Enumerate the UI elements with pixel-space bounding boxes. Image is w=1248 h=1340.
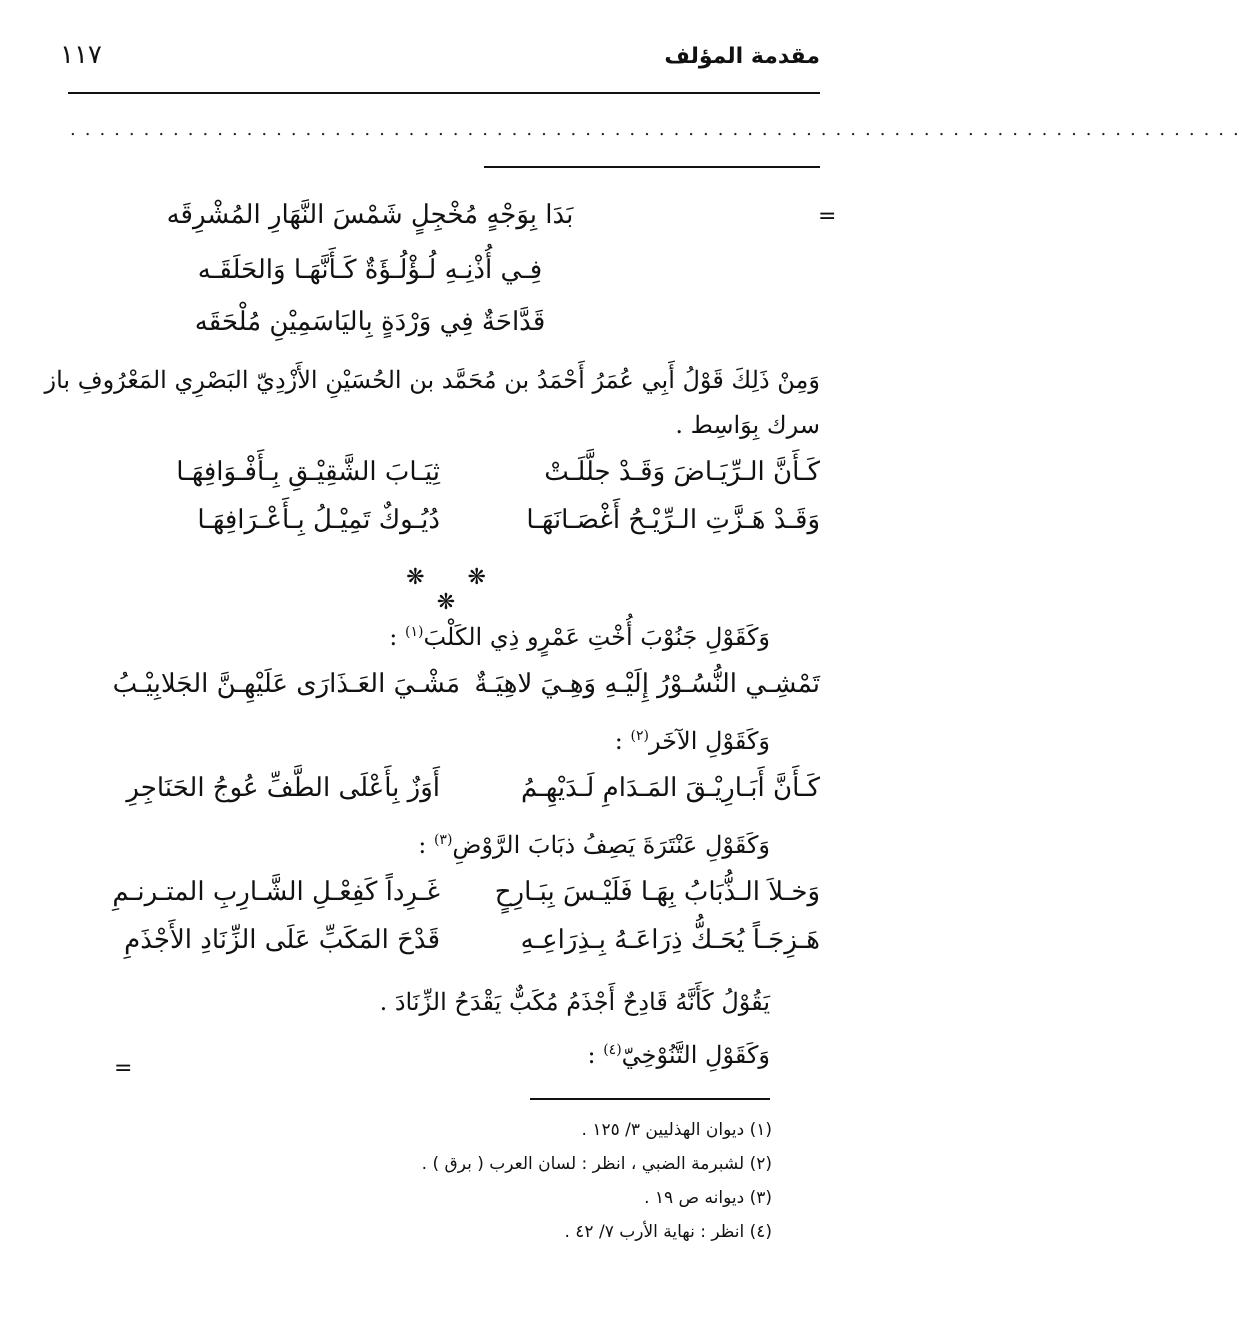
citation-intro xyxy=(300,612,770,657)
verse-first-hemistich: وَقَـدْ هَـزَّتِ الـرِّيْـحُ أَغْصَـانَهَـا xyxy=(526,505,820,535)
citation-intro xyxy=(480,1030,770,1075)
verse-second-hemistich: أَوَزٌ بِأَعْلَى الطَّفِّ عُوجُ الحَنَاجِرِ xyxy=(126,773,440,803)
continuation-mark: = xyxy=(818,204,837,229)
section-separator: ❋ ❋ ❋ xyxy=(406,565,504,615)
citation-intro xyxy=(400,716,770,761)
section-rule xyxy=(484,166,820,168)
verse-second-hemistich: مَشْـيَ العَـذَارَى عَلَيْهِـنَّ الجَلابِيْـبُ xyxy=(112,669,460,699)
header-rule xyxy=(68,92,820,94)
citation-intro xyxy=(300,820,770,865)
verse-first-hemistich: تَمْشِـي النُّسُـوْرُ إِلَيْـهِ وَهِـيَ لاهِيَـةٌ xyxy=(474,669,820,699)
poem-line: فِـي أُذْنِـهِ لُـؤْلُـؤَةٌ كَـأَنَّهَـا وَالحَلَقَـه xyxy=(197,255,543,285)
continuation-mark-bottom: = xyxy=(114,1056,133,1081)
citation-intro-text: وَكَقَوْلِ عَنْتَرَةَ يَصِفُ ذبَابَ الرَّوْضِ xyxy=(452,831,770,859)
footnote: (٢) لشبرمة الضبي ، انظر : لسان العرب ( برق ) . xyxy=(421,1154,772,1174)
footnote-ref: (٤) xyxy=(603,1042,622,1058)
page-number: ١١٧ xyxy=(60,40,102,70)
verse-first-hemistich: كَـأَنَّ الـرِّيَـاضَ وَقَـدْ جلَّلَـتْ xyxy=(544,457,820,487)
verse-first-hemistich: هَـزِجَـاً يُحَـكُّ ذِرَاعَـهُ بِـذِرَاعِـهِ xyxy=(520,925,820,955)
explanation-line: يَقُوْلُ كَأَنَّهُ قَادِحٌ أَجْذَمُ مُكَبٌّ يَقْدَحُ الزِّنَادَ . xyxy=(379,988,770,1016)
paragraph-line: سرك بِوَاسِط . xyxy=(675,411,820,439)
citation-intro-colon: : xyxy=(587,1041,604,1069)
footnote: (١) ديوان الهذليين ٣/ ١٢٥ . xyxy=(581,1120,772,1140)
verse-second-hemistich: قَدْحَ المَكَبِّ عَلَى الزِّنَادِ الأَجْذَمِ xyxy=(124,925,440,955)
footnote-ref: (٢) xyxy=(630,728,649,744)
verse-first-hemistich: وَخـلاَ الـذُّبَابُ بِهَـا فَلَيْـسَ بِبَـارِحٍ xyxy=(494,877,820,907)
footnote: (٤) انظر : نهاية الأرب ٧/ ٤٢ . xyxy=(564,1222,772,1242)
elision-dots: ................................................................................ xyxy=(70,119,1248,140)
verse-second-hemistich: دُيُـوكٌ تَمِيْـلُ بِـأَعْـرَافِهَـا xyxy=(197,505,440,535)
citation-intro-text: وَكَقَوْلِ الآخَر xyxy=(648,727,770,755)
verse-second-hemistich: غَـرِداً كَفِعْـلِ الشَّـارِبِ المتـرنـمِ xyxy=(112,877,440,907)
footnote: (٣) ديوانه ص ١٩ . xyxy=(644,1188,772,1208)
citation-intro-text: وَكَقَوْلِ جَنُوْبَ أُخْتِ عَمْرٍو ذِي الكَلْبَ xyxy=(423,623,770,651)
verse-second-hemistich: ثِيَـابَ الشَّقِيْـقِ بِـأَفْـوَافِهَـا xyxy=(176,457,440,487)
poem-line: قَدَّاحَةٌ فِي وَرْدَةٍ بِاليَاسَمِيْنِ مُلْحَقَه xyxy=(194,307,546,337)
verse-first-hemistich: كَـأَنَّ أَبَـارِيْـقَ المَـدَامِ لَـدَيْهِـمُ xyxy=(521,773,820,803)
footnote-ref: (١) xyxy=(405,624,424,640)
poem-line: بَدَا بِوَجْهٍ مُخْجِلٍ شَمْسَ النَّهَارِ المُشْرِقَه xyxy=(166,200,574,230)
paragraph-line: وَمِنْ ذَلِكَ قَوْلُ أَبِي عُمَرُ أَحْمَدُ بن مُحَمَّد بن الحُسَيْنِ الأَزْدِيّ البَصْرِي المَعْرُوفِ باز xyxy=(44,366,820,394)
footnote-rule xyxy=(530,1098,770,1100)
footnote-ref: (٣) xyxy=(433,832,453,848)
citation-intro-text: وَكَقَوْلِ التَّنُوْخِيّ xyxy=(621,1041,770,1069)
citation-intro-colon: : xyxy=(614,727,631,755)
citation-intro-colon: : xyxy=(389,623,405,651)
citation-intro-colon: : xyxy=(418,831,434,859)
running-header-title: مقدمة المؤلف xyxy=(664,44,820,69)
